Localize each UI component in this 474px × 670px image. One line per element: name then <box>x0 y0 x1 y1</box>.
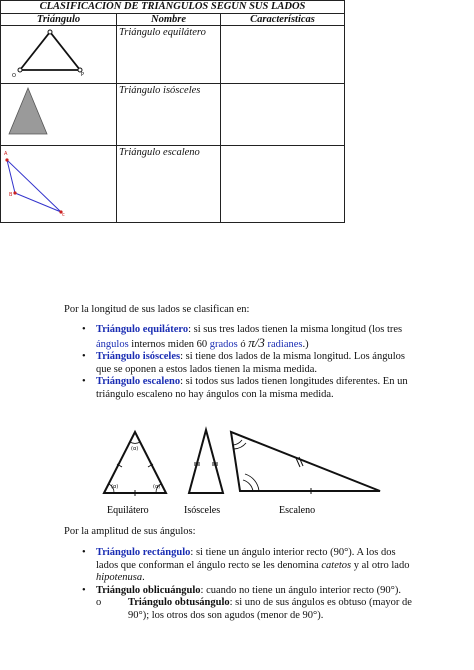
list-item <box>64 585 414 623</box>
list-item <box>64 324 414 351</box>
pi-over-3-math: π/3 <box>248 334 265 350</box>
header-nombre: Nombre <box>117 14 221 26</box>
caption-escaleno: Escaleno <box>279 505 316 516</box>
vertex-label-a: A <box>4 151 8 157</box>
item-text: : si uno de sus ángulos es obtuso (mayor de 90°); los otros dos son agudos (menor de 90°). <box>128 597 412 621</box>
term-catetos: catetos <box>321 559 352 571</box>
vertex-label-p: P <box>81 72 85 78</box>
list-item <box>64 351 414 376</box>
link-radianes[interactable]: radianes <box>267 338 303 350</box>
equilateral-diagram <box>104 432 166 496</box>
section2-intro: Por la amplitud de sus ángulos: <box>64 526 196 537</box>
vertex-label-c: c <box>62 212 65 217</box>
header-triangulo: Triángulo <box>1 14 117 26</box>
item-text: : si sus tres lados tienen la misma longitud (los tres <box>188 324 403 335</box>
scalene-triangle-figure <box>1 146 117 217</box>
triangle-types-figure <box>90 425 390 517</box>
term-hipotenusa: hipotenusa <box>96 572 143 583</box>
term-rectangulo[interactable]: Triángulo rectángulo <box>96 547 191 558</box>
item-text: internos miden 60 <box>128 338 210 350</box>
isosceles-diagram <box>189 430 223 493</box>
term-isosceles[interactable]: Triángulo isósceles <box>96 351 181 362</box>
link-angulos[interactable]: ángulos <box>96 338 129 350</box>
bullet: • <box>82 547 86 558</box>
item-text: : si todos sus lados tienen longitudes diferentes. En un triángulo escaleno no hay ángulos con la misma medida. <box>96 376 408 400</box>
item-text: : cuando no tiene un ángulo interior recto (90°). <box>200 584 401 596</box>
list-item <box>64 547 414 585</box>
bullet: • <box>82 324 86 335</box>
table-title: CLASIFICACIÓN DE TRIÁNGULOS SEGÚN SUS LADOS <box>1 1 345 14</box>
table-row <box>1 84 345 146</box>
term-equilatero[interactable]: Triángulo equilátero <box>96 324 189 335</box>
item-text: : si tiene un ángulo interior recto (90°). A los dos lados que conforman el ángulo recto se les denomina <box>96 547 396 571</box>
table-row <box>1 26 345 84</box>
caption-equilatero: Equilátero <box>107 505 149 516</box>
item-text: ó <box>237 338 249 350</box>
angle-label: (α) <box>153 484 161 490</box>
sub-list-item <box>96 597 414 622</box>
bullet: • <box>82 351 86 362</box>
list-item <box>64 376 414 401</box>
isosceles-figure-cell <box>1 84 117 146</box>
bullet: • <box>82 376 86 387</box>
equilateral-triangle-figure <box>1 26 117 78</box>
angle-classification-list <box>64 547 414 622</box>
isosceles-triangle-figure <box>1 84 117 140</box>
item-text: y al otro lado <box>351 559 410 571</box>
item-text: .) <box>302 338 309 350</box>
vertex-label-b: B <box>9 192 13 198</box>
section1-intro: Por la longitud de sus lados se clasifican en: <box>64 304 250 315</box>
caption-isosceles: Isósceles <box>184 505 221 516</box>
vertex-label-o: O <box>12 73 16 78</box>
characteristics-cell <box>221 26 345 84</box>
bullet: • <box>82 584 86 596</box>
term-oblicuangulo: Triángulo oblicuángulo <box>96 584 201 596</box>
classification-table <box>0 0 345 223</box>
angle-label: (α) <box>111 484 119 490</box>
name-escaleno: Triángulo escaleno <box>117 146 221 223</box>
scalene-figure-cell <box>1 146 117 223</box>
characteristics-cell <box>221 146 345 223</box>
header-caracteristicas: Características <box>221 14 345 26</box>
term-obtusangulo: Triángulo obtusángulo <box>128 597 230 608</box>
sub-bullet: o <box>96 597 102 608</box>
side-classification-list <box>64 324 414 401</box>
term-escaleno[interactable]: Triángulo escaleno <box>96 376 181 387</box>
link-grados[interactable]: grados <box>209 338 238 350</box>
equilateral-figure-cell <box>1 26 117 84</box>
item-text: : si tiene dos lados de la misma longitud. Los ángulos que se oponen a estos lados tienen la misma medida. <box>96 351 405 375</box>
name-equilatero: Triángulo equilátero <box>117 26 221 84</box>
scalene-diagram <box>231 432 380 494</box>
characteristics-cell <box>221 84 345 146</box>
angle-label: (α) <box>131 446 139 452</box>
item-text: . <box>142 572 145 583</box>
name-isosceles: Triángulo isósceles <box>117 84 221 146</box>
table-row <box>1 146 345 223</box>
